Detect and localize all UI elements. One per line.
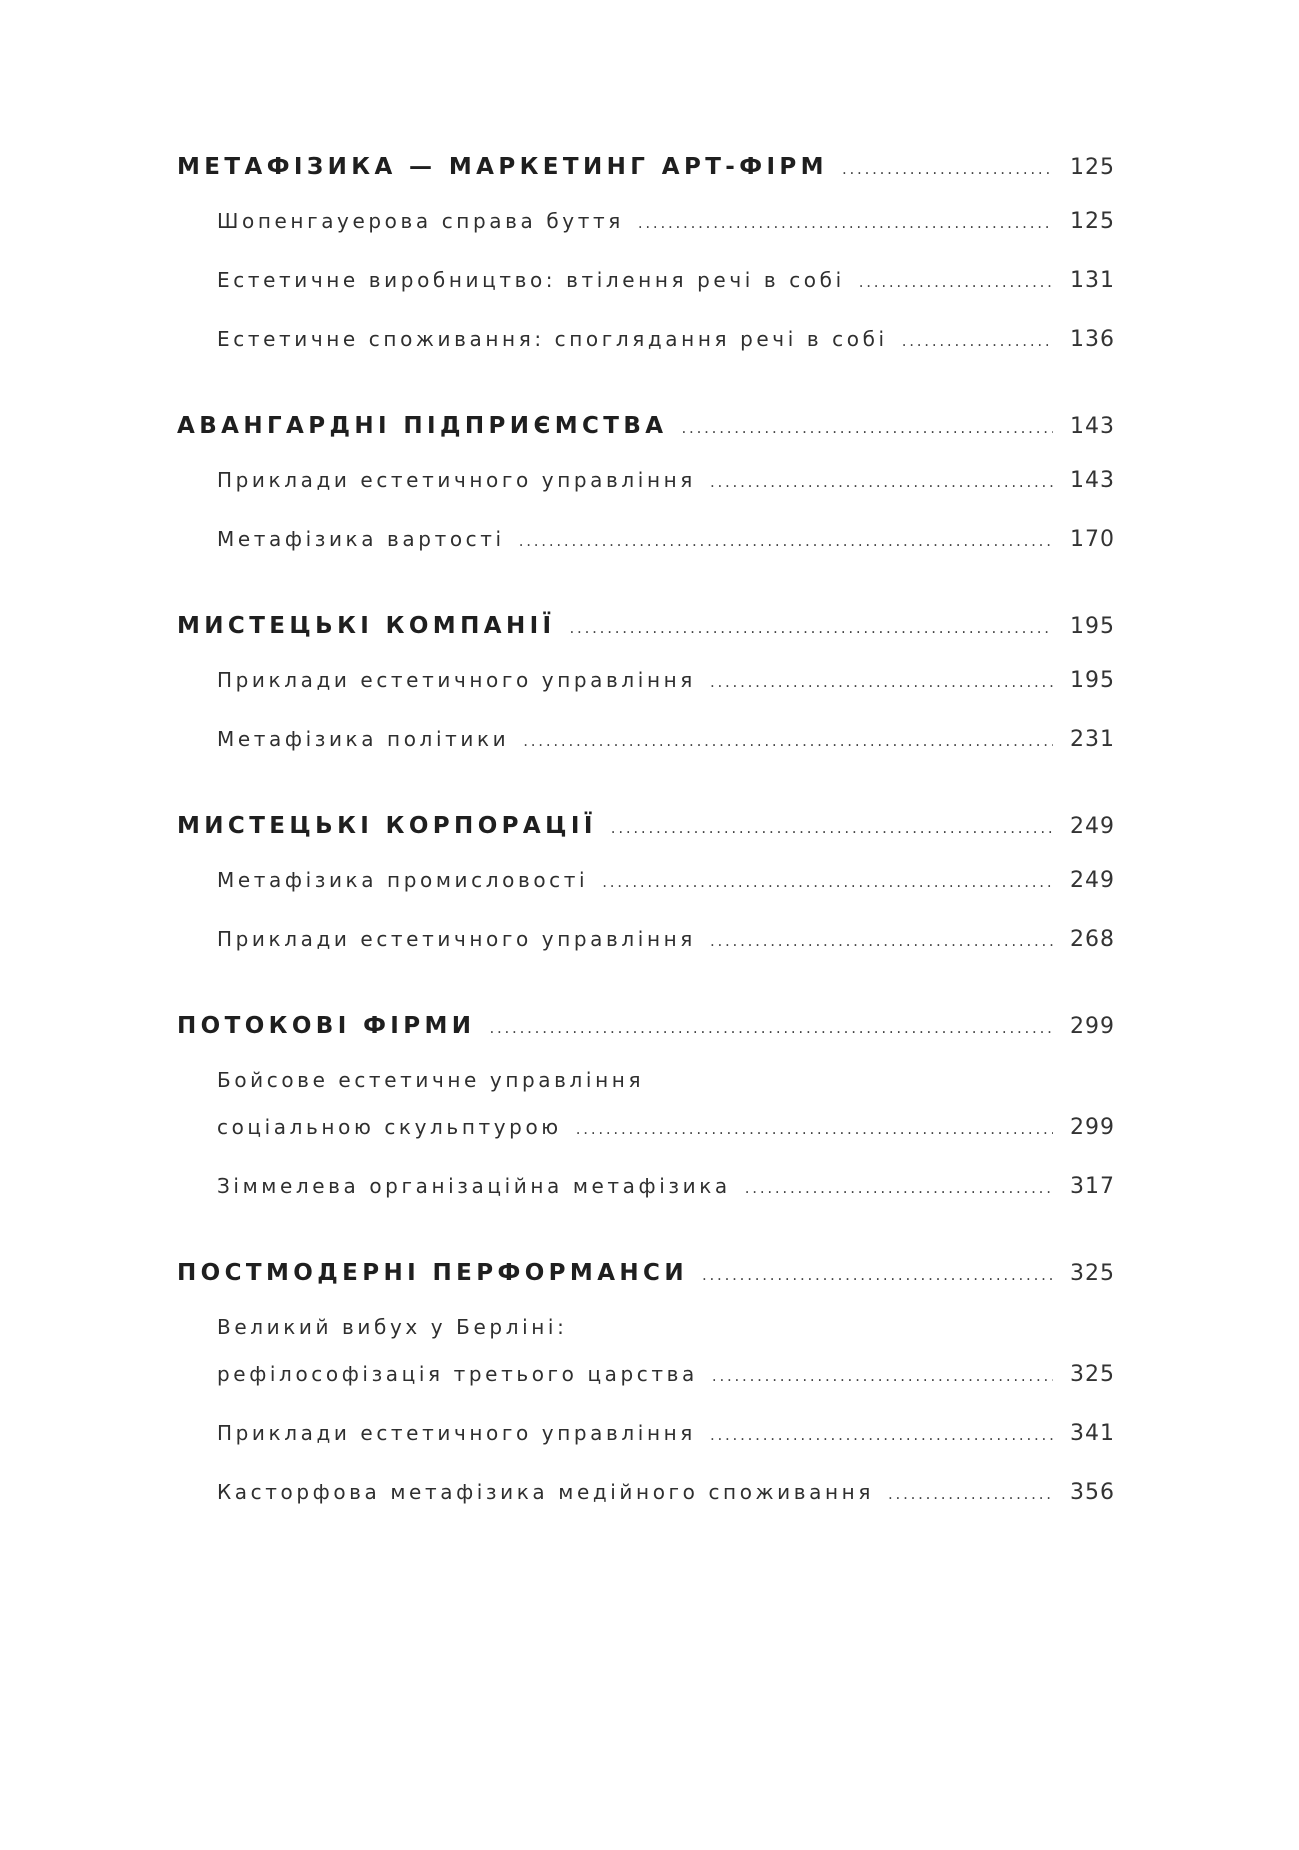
subsection-title: Шопенгауерова справа буття: [217, 209, 624, 233]
toc-sub-entry[interactable]: [177, 665, 1115, 695]
toc-section: [177, 152, 1115, 354]
toc-sub-entry-two-line[interactable]: [177, 1312, 1115, 1389]
dot-leader: [611, 813, 1053, 843]
page-number: 143: [1070, 468, 1115, 493]
dot-leader: [602, 867, 1053, 897]
subsection-title: Метафізика вартості: [217, 527, 505, 551]
dot-leader: [710, 926, 1053, 956]
page-number: 299: [1070, 1115, 1115, 1140]
subsection-title: Метафізика промисловості: [217, 868, 589, 892]
page-number: 317: [1070, 1174, 1115, 1199]
dot-leader: [745, 1173, 1053, 1203]
page-number: 299: [1070, 1014, 1115, 1039]
page-number: 170: [1070, 527, 1115, 552]
page-number: 325: [1070, 1261, 1115, 1286]
subsection-title: Приклади естетичного управління: [217, 668, 696, 692]
page-number: 143: [1070, 414, 1115, 439]
page-number: 125: [1070, 209, 1115, 234]
toc-section: [177, 1011, 1115, 1201]
subsection-title: Зіммелева організаційна метафізика: [217, 1174, 731, 1198]
subsection-title-row: [217, 1112, 1115, 1142]
dot-leader: [712, 1361, 1053, 1391]
dot-leader: [902, 326, 1053, 356]
toc-sub-entry[interactable]: [177, 924, 1115, 954]
subsection-title: Приклади естетичного управління: [217, 1421, 696, 1445]
table-of-contents: [177, 152, 1115, 1564]
page-number: 268: [1070, 927, 1115, 952]
subsection-title: Касторфова метафізика медійного споживання: [217, 1480, 874, 1504]
toc-sub-entry[interactable]: [177, 1171, 1115, 1201]
subsection-title: Приклади естетичного управління: [217, 927, 696, 951]
page-number: 131: [1070, 268, 1115, 293]
dot-leader: [842, 154, 1053, 184]
page-number: 341: [1070, 1421, 1115, 1446]
dot-leader: [489, 1013, 1053, 1043]
dot-leader: [638, 208, 1053, 238]
toc-chapter-entry[interactable]: [177, 611, 1115, 641]
toc-sub-entry[interactable]: [177, 724, 1115, 754]
toc-sub-entry[interactable]: [177, 524, 1115, 554]
toc-sub-entry[interactable]: [177, 865, 1115, 895]
page-number: 249: [1070, 868, 1115, 893]
subsection-title: Метафізика політики: [217, 727, 510, 751]
toc-section: [177, 411, 1115, 554]
toc-sub-entry[interactable]: [177, 1418, 1115, 1448]
subsection-title-line2: соціальною скульптурою: [217, 1115, 562, 1139]
subsection-title-line1: Бойсове естетичне управління: [217, 1068, 645, 1092]
chapter-title: ПОСТМОДЕРНІ ПЕРФОРМАНСИ: [177, 1260, 688, 1286]
toc-sub-entry-two-line[interactable]: [177, 1065, 1115, 1142]
dot-leader: [682, 413, 1053, 443]
dot-leader: [702, 1260, 1053, 1290]
toc-chapter-entry[interactable]: [177, 811, 1115, 841]
dot-leader: [570, 613, 1053, 643]
chapter-title: АВАНГАРДНІ ПІДПРИЄМСТВА: [177, 413, 668, 439]
toc-chapter-entry[interactable]: [177, 1011, 1115, 1041]
toc-chapter-entry[interactable]: [177, 1258, 1115, 1288]
page-number: 136: [1070, 327, 1115, 352]
chapter-title: ПОТОКОВІ ФІРМИ: [177, 1013, 476, 1039]
toc-sub-entry[interactable]: [177, 1477, 1115, 1507]
page-number: 195: [1070, 614, 1115, 639]
page-number: 195: [1070, 668, 1115, 693]
subsection-title: Естетичне виробництво: втілення речі в собі: [217, 268, 845, 292]
page-number: 231: [1070, 727, 1115, 752]
page-number: 125: [1070, 155, 1115, 180]
toc-chapter-entry[interactable]: [177, 411, 1115, 441]
dot-leader: [888, 1479, 1053, 1509]
dot-leader: [710, 667, 1053, 697]
page-number: 249: [1070, 814, 1115, 839]
toc-section: [177, 1258, 1115, 1507]
toc-section: [177, 811, 1115, 954]
subsection-title-line2: рефілософізація третього царства: [217, 1362, 698, 1386]
subsection-title-row: [217, 1359, 1115, 1389]
toc-sub-entry[interactable]: [177, 206, 1115, 236]
chapter-title: МЕТАФІЗИКА — МАРКЕТИНГ АРТ-ФІРМ: [177, 154, 828, 180]
chapter-title: МИСТЕЦЬКІ КОМПАНІЇ: [177, 613, 556, 639]
dot-leader: [859, 267, 1053, 297]
dot-leader: [576, 1114, 1053, 1144]
dot-leader: [710, 1420, 1053, 1450]
toc-sub-entry[interactable]: [177, 265, 1115, 295]
dot-leader: [519, 526, 1053, 556]
dot-leader: [523, 726, 1053, 756]
chapter-title: МИСТЕЦЬКІ КОРПОРАЦІЇ: [177, 813, 597, 839]
dot-leader: [710, 467, 1053, 497]
toc-sub-entry[interactable]: [177, 324, 1115, 354]
toc-section: [177, 611, 1115, 754]
toc-chapter-entry[interactable]: [177, 152, 1115, 182]
toc-sub-entry[interactable]: [177, 465, 1115, 495]
subsection-title: Естетичне споживання: споглядання речі в собі: [217, 327, 888, 351]
page-number: 356: [1070, 1480, 1115, 1505]
subsection-title-line1: Великий вибух у Берліні:: [217, 1315, 568, 1339]
subsection-title: Приклади естетичного управління: [217, 468, 696, 492]
page-number: 325: [1070, 1362, 1115, 1387]
